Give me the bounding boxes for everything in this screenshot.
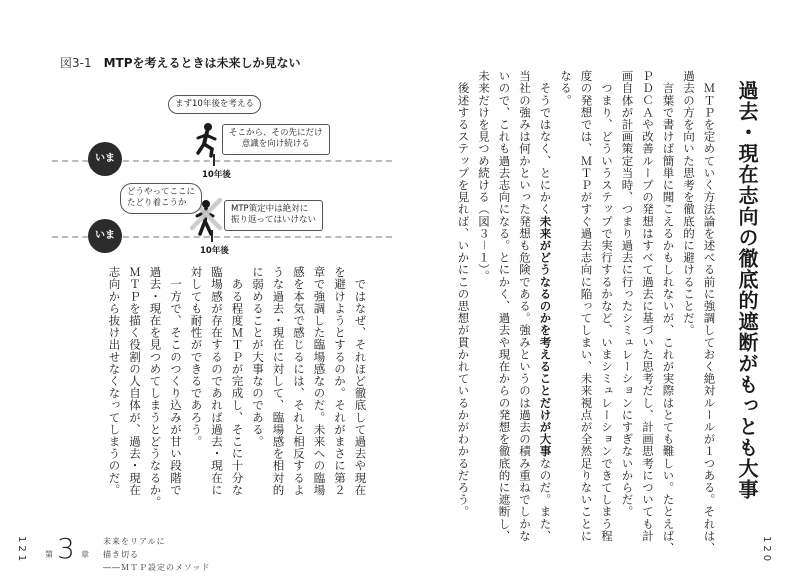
chapter-title-line1: 未来をリアルに — [103, 537, 166, 546]
right-text-column: 度の発想では、ＭＴＰがすぐ過去志向に陥ってしまい、未来視点が全然足りないことに — [579, 70, 594, 542]
left-text-column: うな過去・現在に対して、臨場感を相対的 — [271, 266, 286, 496]
right-text-column: なる。 — [559, 70, 573, 107]
left-text-column: 一方で、そこのつくり込みが甘い段階で — [169, 266, 183, 496]
chapter-title-line2: 描き切る — [103, 550, 139, 559]
figure-caption — [60, 54, 301, 71]
left-text-column: 感を本気で感じるには、それと相反するよ — [292, 266, 306, 496]
left-text-column: 臨場感が存在するのであれば過去・現在に — [210, 266, 224, 496]
right-text-column: いので、これも過去志向になる。とにかく、過去や現在からの発想を徹底的に遮断し、 — [497, 70, 512, 542]
bubble-how-line2: たどり着こうか — [127, 198, 187, 209]
bubble-never-line1: MTP策定中は絶対に — [231, 204, 309, 214]
section-heading: 過去・現在志向の徹底的遮断がもっとも大事 — [735, 80, 759, 500]
left-text-column: 志向から抜け出せなくなってしまうのだ。 — [107, 266, 122, 496]
right-text-column: 画自体が計画策定当時、つまり過去に行ったシミュレーションにすぎないからだ。 — [620, 70, 635, 518]
emphasized-text: 未来がどうなるのかを考えることだけが大事 — [538, 215, 553, 458]
bubble-keep-focus-line2: 意識を向け続ける — [241, 139, 310, 150]
bubble-how-to-get-here — [120, 183, 202, 214]
left-text-column: 章で強調した臨場感なのだ。未来への臨場 — [312, 266, 327, 496]
right-text-column: 過去の方を向いた思考を徹底的に避けることだ。 — [682, 70, 696, 337]
right-text-column: 未来だけを見つめ続ける（図３－１）。 — [477, 70, 491, 283]
bubble-think-future: まず10年後を考える — [168, 95, 261, 114]
bubble-never-line2: 振り返ってはいけない — [231, 215, 317, 226]
left-text-column: を避けようとするのか。それがまさに第２ — [333, 266, 347, 496]
bubble-never-look-back — [224, 200, 323, 231]
right-text-column: ＰＤＣＡや改善ループの発想はすべて過去に基づいた思考だし、計画思考についても計 — [641, 70, 655, 542]
page-number-right: 120 — [761, 536, 772, 565]
chapter-footer — [45, 532, 325, 575]
ten-year-label-lower: 10年後 — [200, 246, 229, 256]
page-number-left: 121 — [16, 536, 27, 565]
now-marker-lower: いま — [88, 219, 122, 253]
running-person-icon — [193, 122, 223, 158]
bubble-keep-focus — [222, 124, 330, 155]
text-run: なのだ。また、 — [538, 457, 553, 542]
chapter-number: 3 — [57, 532, 75, 565]
bubble-keep-focus-line1: そこから、その先にだけ — [229, 128, 323, 138]
left-text-column: に弱めることが大事なのである。 — [251, 266, 265, 448]
chapter-prefix: 第 — [45, 550, 53, 559]
left-text-column: 対しても耐性ができるであろう。 — [189, 266, 204, 448]
right-text-column: 言葉で書けば簡単に聞こえるかもしれないが、これが実際はとても難しい。たとえば、 — [661, 70, 676, 554]
text-run: そうではなく、とにかく — [538, 70, 553, 216]
bubble-how-line1: どうやってここに — [127, 187, 196, 197]
left-text-column: ＭＴＰを描く役割の人自体が、過去・現在 — [128, 266, 142, 496]
now-marker-upper: いま — [88, 142, 122, 176]
left-text-column: ではなぜ、それほど徹底して過去や現在 — [353, 266, 368, 496]
right-text-column — [539, 70, 551, 542]
chapter-suffix: 章 — [81, 550, 89, 559]
chapter-subtitle: ――ＭＴＰ設定のメソッド — [103, 563, 211, 572]
right-text-column: 当社の強みは何かといった発想も危険である。強みというのは過去の積み重ねでしかな — [518, 70, 532, 542]
left-text-column: ある程度ＭＴＰが完成し、そこに十分な — [230, 266, 245, 496]
figure-title: MTPを考えるときは未来しか見ない — [103, 56, 301, 70]
right-text-column: つまり、どういうステップで実行するかなど、いまシミュレーションできてしまう程 — [600, 70, 614, 542]
right-text-column: 後述するステップを見れば、いかにこの思想が貫かれているかがわかるだろう。 — [456, 70, 471, 518]
figure-number: 図3-1 — [60, 56, 92, 70]
ten-year-label-upper: 10年後 — [202, 170, 231, 180]
left-text-column: 過去・現在を見つめてしまうとどうなるか。 — [148, 266, 163, 508]
right-text-column: ＭＴＰを定めていく方法論を述べる前に強調しておく絶対ルールが１つある。それは、 — [702, 70, 717, 554]
